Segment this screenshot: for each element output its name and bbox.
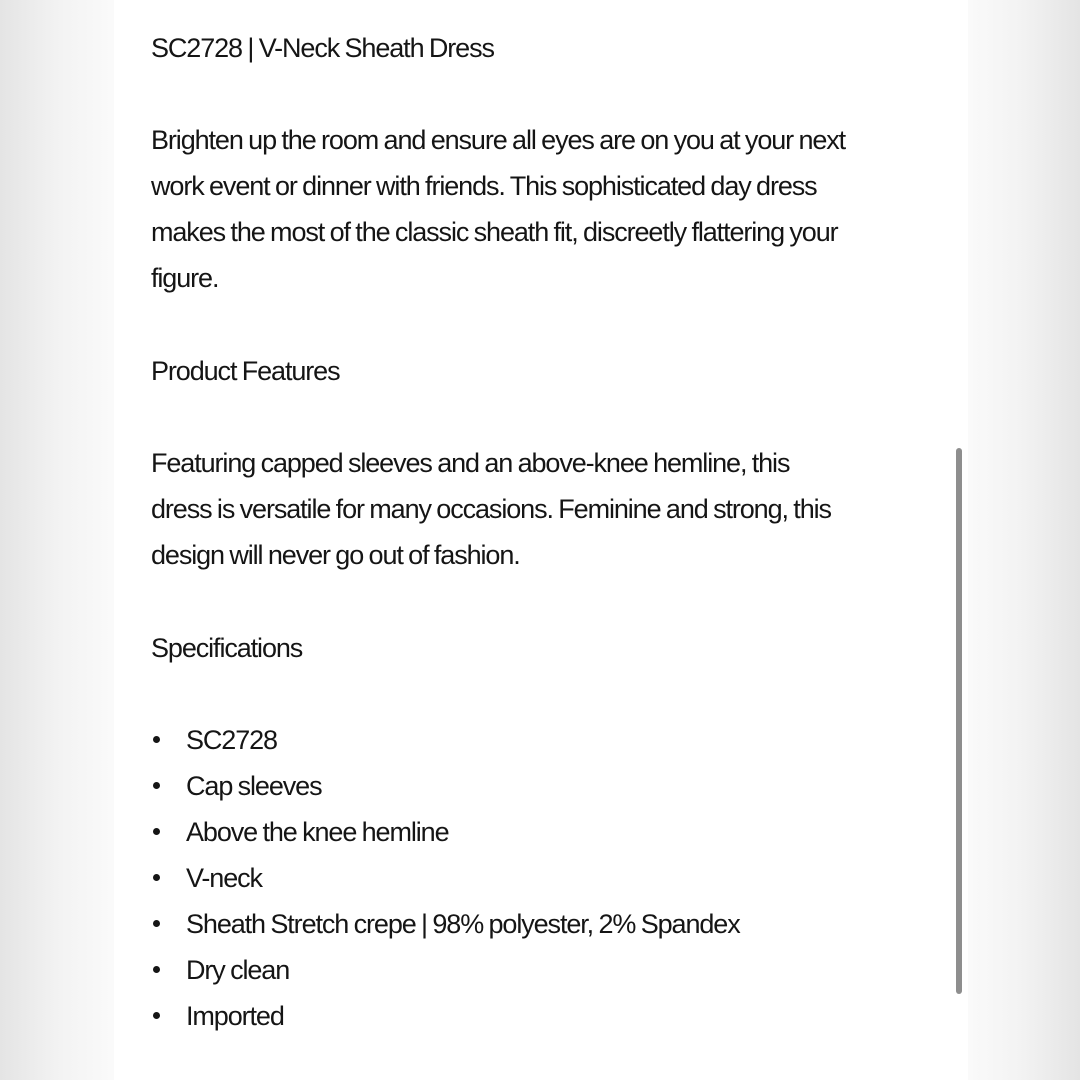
features-line: Featuring capped sleeves and an above-knee hemline, this bbox=[151, 448, 790, 478]
features-description bbox=[151, 440, 941, 578]
list-item bbox=[151, 901, 740, 947]
features-line: design will never go out of fashion. bbox=[151, 540, 520, 570]
bullet-icon bbox=[153, 874, 160, 881]
spec-text: Dry clean bbox=[186, 955, 290, 985]
spec-text: Sheath Stretch crepe | 98% polyester, 2% Spandex bbox=[186, 909, 740, 939]
list-item bbox=[151, 809, 740, 855]
spec-text: Imported bbox=[186, 1001, 284, 1031]
bullet-icon bbox=[153, 828, 160, 835]
spec-text: V-neck bbox=[186, 863, 262, 893]
bullet-icon bbox=[153, 966, 160, 973]
features-heading: Product Features bbox=[151, 356, 340, 386]
description-line: makes the most of the classic sheath fit, discreetly flattering your bbox=[151, 217, 838, 247]
bullet-icon bbox=[153, 782, 160, 789]
list-item bbox=[151, 855, 740, 901]
list-item bbox=[151, 763, 740, 809]
product-description bbox=[151, 117, 941, 301]
description-line: Brighten up the room and ensure all eyes are on you at your next bbox=[151, 125, 846, 155]
features-line: dress is versatile for many occasions. Feminine and strong, this bbox=[151, 494, 831, 524]
scrollbar-thumb[interactable] bbox=[956, 448, 962, 994]
product-description-page bbox=[114, 0, 968, 1080]
bullet-icon bbox=[153, 736, 160, 743]
spec-text: SC2728 bbox=[186, 725, 277, 755]
product-title: SC2728 | V-Neck Sheath Dress bbox=[151, 33, 494, 63]
spec-text: Above the knee hemline bbox=[186, 817, 449, 847]
bullet-icon bbox=[153, 1012, 160, 1019]
description-line: figure. bbox=[151, 263, 219, 293]
list-item bbox=[151, 717, 740, 763]
description-line: work event or dinner with friends. This sophisticated day dress bbox=[151, 171, 817, 201]
specifications-heading: Specifications bbox=[151, 633, 303, 663]
list-item bbox=[151, 947, 740, 993]
specifications-list bbox=[151, 717, 740, 1039]
bullet-icon bbox=[153, 920, 160, 927]
list-item bbox=[151, 993, 740, 1039]
spec-text: Cap sleeves bbox=[186, 771, 322, 801]
